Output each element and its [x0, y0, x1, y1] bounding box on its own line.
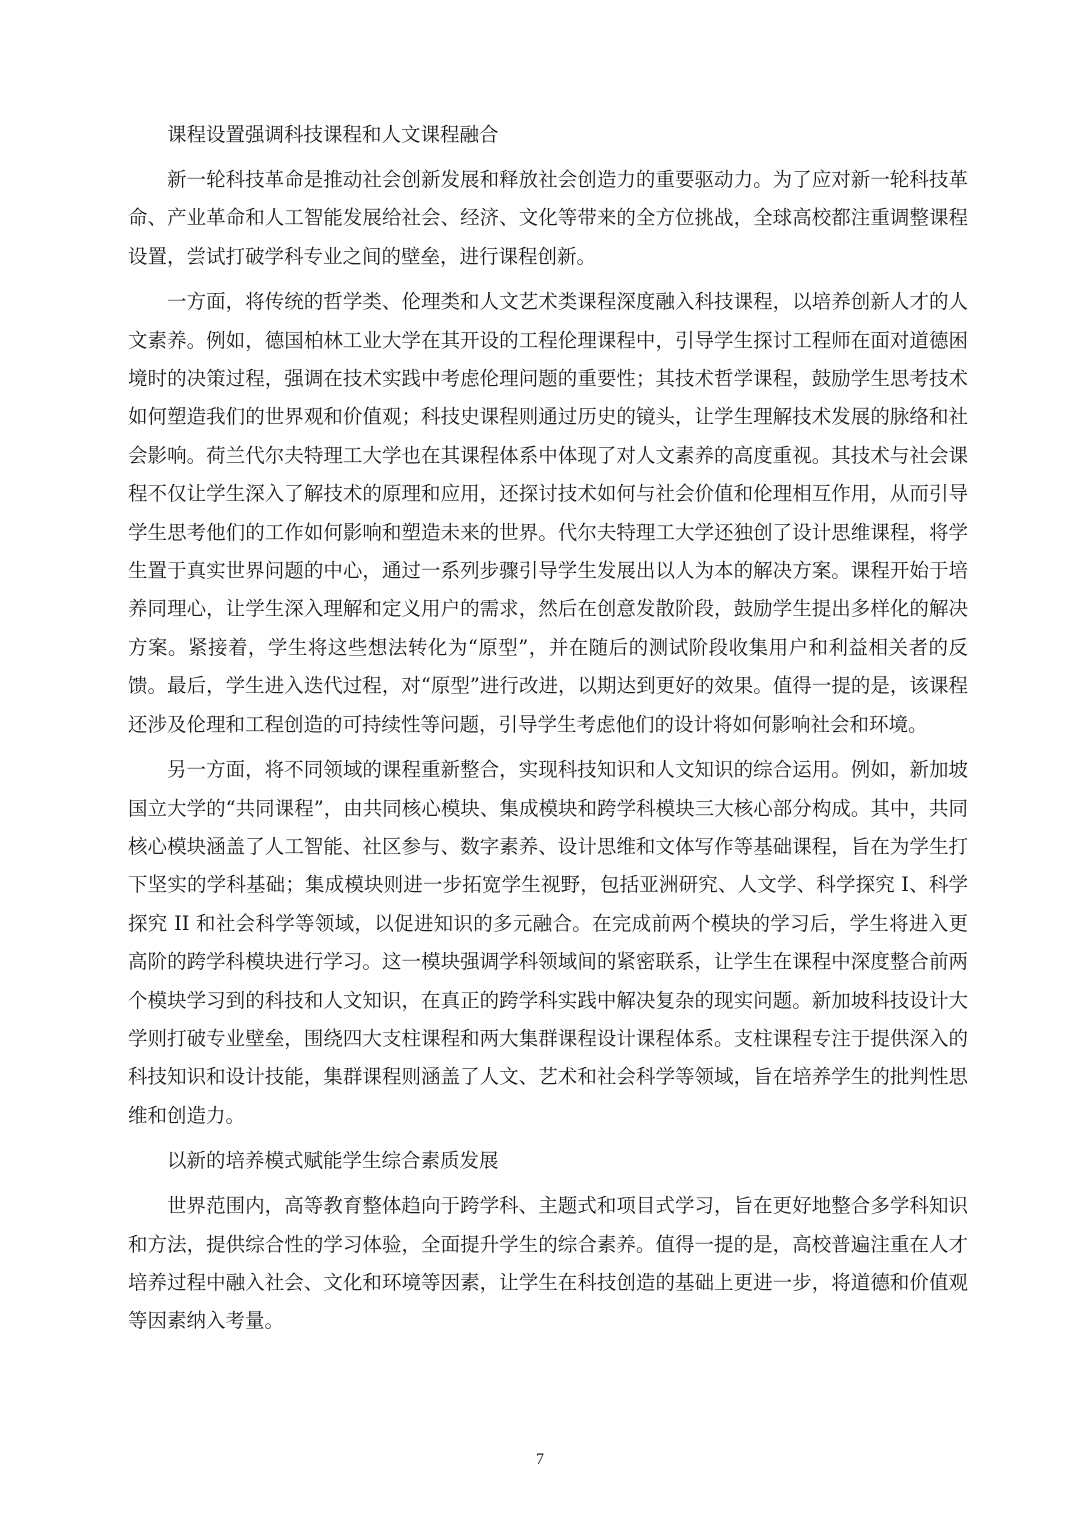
section-heading: 课程设置强调科技课程和人文课程融合: [167, 123, 499, 146]
section-heading: 以新的培养模式赋能学生综合素质发展: [167, 1149, 499, 1173]
paragraph: 世界范围内，高等教育整体趋向于跨学科、主题式和项目式学习，旨在更好地整合多学科知识和方法，提供综合性的学习体验，全面提升学生的综合素养。值得一提的是，高校普遍注重在人才培养过程中融入社会、文化和环境等因素，让学生在科技创造的基础上更进一步，将道德和价值观等因素纳入考量。: [128, 1194, 968, 1333]
paragraph: 一方面，将传统的哲学类、伦理类和人文艺术类课程深度融入科技课程，以培养创新人才的人文素养。例如，德国柏林工业大学在其开设的工程伦理课程中，引导学生探讨工程师在面对道德困境时的决策过程，强调在技术实践中考虑伦理问题的重要性；其技术哲学课程，鼓励学生思考技术如何塑造我们的世界观和价值观；科技史课程则通过历史的镜头，让学生理解技术发展的脉络和社会影响。荷兰代尔夫特理工大学也在其课程体系中体现了对人文素养的高度重视。其技术与社会课程不仅让学生深入了解技术的原理和应用，还探讨技术如何与社会价值和伦理相互作用，从而引导学生思考他们的工作如何影响和塑造未来的世界。代尔夫特理工大学还独创了设计思维课程，将学生置于真实世界问题的中心，通过一系列步骤引导学生发展出以人为本的解决方案。课程开始于培养同理心，让学生深入理解和定义用户的需求，然后在创意发散阶段，鼓励学生提出多样化的解决方案。紧接着，学生将这些想法转化为“原型”，并在随后的测试阶段收集用户和利益相关者的反馈。最后，学生进入迭代过程，对“原型”进行改进，以期达到更好的效果。值得一提的是，该课程还涉及伦理和工程创造的可持续性等问题，引导学生考虑他们的设计将如何影响社会和环境。: [128, 290, 968, 736]
paragraph: 新一轮科技革命是推动社会创新发展和释放社会创造力的重要驱动力。为了应对新一轮科技革命、产业革命和人工智能发展给社会、经济、文化等带来的全方位挑战，全球高校都注重调整课程设置，尝试打破学科专业之间的壁垒，进行课程创新。: [128, 168, 968, 268]
paragraph: 另一方面，将不同领域的课程重新整合，实现科技知识和人文知识的综合运用。例如，新加坡国立大学的“共同课程”，由共同核心模块、集成模块和跨学科模块三大核心部分构成。其中，共同核心模块涵盖了人工智能、社区参与、数字素养、设计思维和文体写作等基础课程，旨在为学生打下坚实的学科基础；集成模块则进一步拓宽学生视野，包括亚洲研究、人文学、科学探究 I、科学探究 II 和社会科学等领域，以促进知识的多元融合。在完成前两个模块的学习后，学生将进入更高阶的跨学科模块进行学习。这一模块强调学科领域间的紧密联系，让学生在课程中深度整合前两个模块学习到的科技和人文知识，在真正的跨学科实践中解决复杂的现实问题。新加坡科技设计大学则打破专业壁垒，围绕四大支柱课程和两大集群课程设计课程体系。支柱课程专注于提供深入的科技知识和设计技能，集群课程则涵盖了人文、艺术和社会科学等领域，旨在培养学生的批判性思维和创造力。: [128, 758, 968, 1127]
page-number: 7: [536, 1451, 544, 1468]
document-page: [128, 116, 968, 1348]
